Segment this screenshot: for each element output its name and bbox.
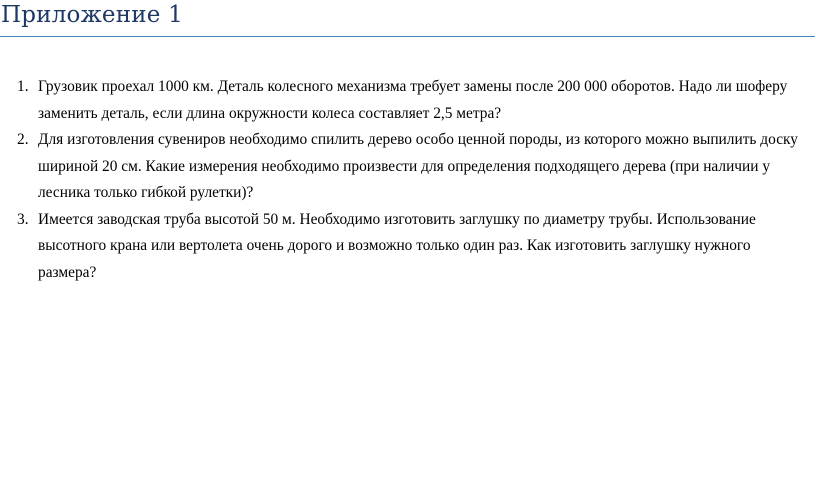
page-title: Приложение 1 — [1, 2, 183, 28]
task-list — [0, 74, 806, 286]
task-text: Грузовик проехал 1000 км. Деталь колесного механизма требует замены после 200 000 оборотов. Надо ли шоферу заменить деталь, если длина окружности колеса составляет 2,5 метра? — [38, 78, 788, 122]
task-text: Для изготовления сувениров необходимо спилить дерево особо ценной породы, из которого можно выпилить доску шириной 20 см. Какие измерения необходимо произвести для определения подходящего дерева (при наличии у лесника только гибкой рулетки)? — [38, 131, 798, 201]
task-item-2 — [0, 127, 806, 207]
task-item-1 — [0, 74, 806, 127]
task-number: 2. — [17, 131, 29, 148]
task-number: 1. — [17, 78, 29, 95]
task-number: 3. — [17, 210, 29, 228]
title-divider — [0, 36, 815, 37]
task-text: Имеется заводская труба высотой 50 м. Необходимо изготовить заглушку по диаметру трубы. Использование высотного крана или вертолета очень дорого и возможно только один раз. Как изготовить заглушку нужного размера? — [38, 210, 756, 281]
task-item-3 — [0, 207, 806, 287]
